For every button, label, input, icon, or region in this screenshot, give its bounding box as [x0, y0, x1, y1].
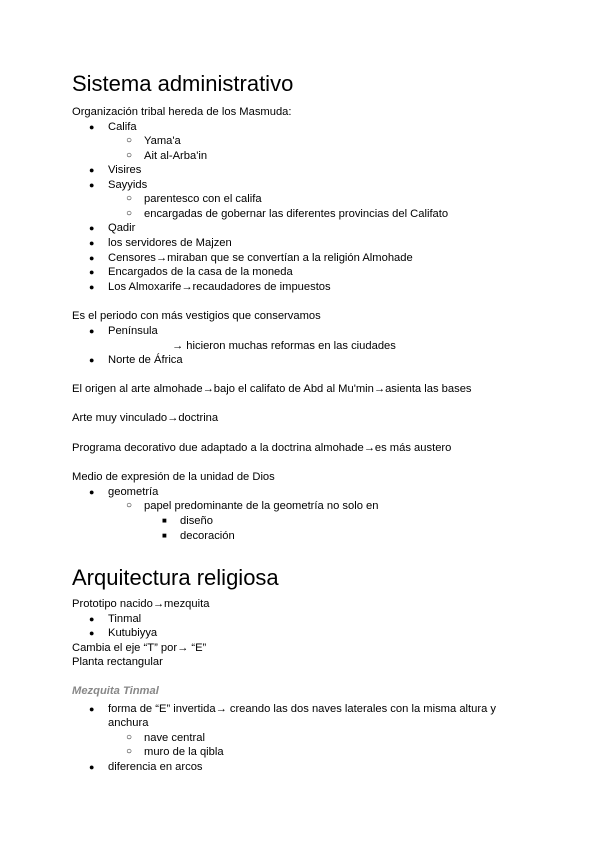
bullet-disc-icon: ● — [89, 223, 95, 233]
list-item: diferencia en arcos — [108, 761, 203, 773]
list-item: los servidores de Majzen — [108, 237, 232, 249]
list-item: Sayyids — [108, 179, 148, 191]
bullet-circle-icon: ○ — [126, 500, 133, 511]
list-item: Censores→miraban que se convertían a la religión Almohade — [108, 252, 413, 264]
list-item: nave central — [144, 732, 205, 744]
list-item: Yama'a — [144, 135, 181, 147]
paragraph-planta: Planta rectangular — [72, 656, 163, 668]
list-item: decoración — [180, 530, 235, 542]
bullet-circle-icon: ○ — [126, 208, 133, 219]
bullet-circle-icon: ○ — [126, 746, 133, 757]
paragraph-cambia: Cambia el eje “T” por→ “E” — [72, 642, 207, 654]
bullet-disc-icon: ● — [89, 180, 95, 190]
bullet-disc-icon: ● — [89, 355, 95, 365]
intro-text: Organización tribal hereda de los Masmuda: — [72, 106, 292, 118]
bullet-circle-icon: ○ — [126, 135, 133, 146]
list-item: Encargados de la casa de la moneda — [108, 266, 293, 278]
paragraph-medio: Medio de expresión de la unidad de Dios — [72, 471, 275, 483]
bullet-disc-icon: ● — [89, 122, 95, 132]
list-item: Tinmal — [108, 613, 142, 625]
list-item: Qadir — [108, 222, 136, 234]
paragraph-vinculado: Arte muy vinculado→doctrina — [72, 412, 219, 424]
list-item: papel predominante de la geometría no solo en — [144, 500, 379, 512]
heading-arquitectura-religiosa: Arquitectura religiosa — [72, 565, 279, 590]
paragraph-periodo: Es el periodo con más vestigios que conservamos — [72, 310, 321, 322]
bullet-disc-icon: ● — [89, 267, 95, 277]
list-item: forma de “E” invertida→ creando las dos naves laterales con la misma altura y — [108, 703, 497, 715]
list-item-continuation: → hicieron muchas reformas en las ciudades — [172, 340, 396, 352]
list-item: geometría — [108, 486, 159, 498]
list-item: Ait al-Arba'in — [144, 150, 208, 162]
heading-sistema-administrativo: Sistema administrativo — [72, 71, 294, 96]
paragraph-programa: Programa decorativo due adaptado a la doctrina almohade→es más austero — [72, 442, 452, 454]
paragraph-origen: El origen al arte almohade→bajo el califato de Abd al Mu'min→asienta las bases — [72, 383, 472, 395]
bullet-circle-icon: ○ — [126, 732, 133, 743]
list-item: Los Almoxarife→recaudadores de impuestos — [108, 281, 331, 293]
list-item: parentesco con el califa — [144, 193, 262, 205]
subheading-mezquita-tinmal: Mezquita Tinmal — [72, 685, 159, 697]
bullet-disc-icon: ● — [89, 326, 95, 336]
bullet-disc-icon: ● — [89, 704, 95, 714]
list-item: diseño — [180, 515, 213, 527]
bullet-disc-icon: ● — [89, 282, 95, 292]
bullet-circle-icon: ○ — [126, 150, 133, 161]
bullet-disc-icon: ● — [89, 487, 95, 497]
list-item: Península — [108, 325, 158, 337]
bullet-circle-icon: ○ — [126, 193, 133, 204]
bullet-square-icon: ■ — [162, 516, 167, 525]
list-item: Kutubiyya — [108, 627, 158, 639]
bullet-disc-icon: ● — [89, 628, 95, 638]
bullet-disc-icon: ● — [89, 253, 95, 263]
list-item: encargadas de gobernar las diferentes provincias del Califato — [144, 208, 449, 220]
list-item-continuation: anchura — [108, 717, 149, 729]
list-item: Visires — [108, 164, 142, 176]
list-item: Califa — [108, 121, 137, 133]
bullet-square-icon: ■ — [162, 531, 167, 540]
bullet-disc-icon: ● — [89, 238, 95, 248]
list-item: muro de la qibla — [144, 746, 224, 758]
bullet-disc-icon: ● — [89, 614, 95, 624]
bullet-disc-icon: ● — [89, 762, 95, 772]
paragraph-prototipo: Prototipo nacido→mezquita — [72, 598, 210, 610]
bullet-disc-icon: ● — [89, 165, 95, 175]
list-item: Norte de África — [108, 354, 183, 366]
